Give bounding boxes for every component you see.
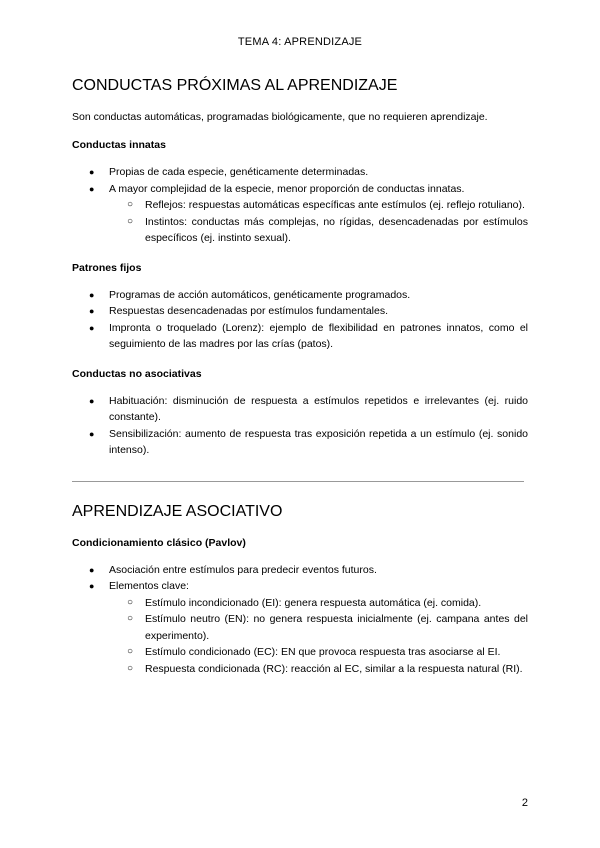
circle-bullet-icon: ○ (127, 662, 134, 674)
circle-bullet-icon: ○ (127, 613, 134, 624)
bullet-icon: ● (89, 167, 95, 177)
sublist-item: ○ Instintos: conductas más complejas, no rígidas, desencadenadas por estímulos específicos (ej. instinto sexual). (127, 215, 528, 244)
sublist-item: ○ Estímulo condicionado (EC): EN que provoca respuesta tras asociarse al EI. (109, 644, 528, 661)
sublist-item: ○ Estímulo incondicionado (EI): genera respuesta automática (ej. comida). (109, 595, 528, 612)
list-item: ● Programas de acción automáticos, genéticamente programados. (72, 287, 528, 304)
sublist-item: ○ Reflejos: respuestas automáticas específicas ante estímulos (ej. reflejo rotuliano). (109, 197, 528, 214)
subheading-no-asociativas: Conductas no asociativas (72, 367, 202, 380)
circle-bullet-icon: ○ (127, 199, 134, 210)
list-item: ● Elementos clave: ○ Estímulo incondicionado (EI): genera respuesta automática (ej. comida). ○ Estímulo neutro (EN): no genera respuesta inicialmente (ej. campana antes del experimento). ○ Estímulo condicionado (EC): EN que provoca respuesta tras asociarse al EI. ○ Respuesta condicionada (RC): reacción al EC, similar a la respuesta natural (RI). (72, 578, 528, 677)
sublist-item: ○ Respuesta condicionada (RC): reacción al EC, similar a la respuesta natural (RI). (109, 661, 528, 678)
bullet-icon: ● (89, 428, 95, 439)
circle-bullet-icon: ○ (127, 215, 134, 227)
list-item: ● A mayor complejidad de la especie, menor proporción de conductas innatas. ○ Reflejos: respuestas automáticas específicas ante estímulos (ej. reflejo rotuliano). ○ Instintos: conductas más complejas, no rígidas, desencadenadas por estímulos específicos (ej. instinto sexual). (72, 181, 528, 247)
document-body (72, 76, 528, 677)
circle-bullet-icon: ○ (127, 646, 134, 657)
clasico-sublist (109, 595, 528, 678)
bullet-icon: ● (89, 564, 95, 575)
bullet-icon: ● (89, 306, 95, 316)
list-item: ● Impronta o troquelado (Lorenz): ejemplo de flexibilidad en patrones innatos, como el seguimiento de las madres por las crías (patos). (89, 321, 528, 350)
section-divider (72, 481, 524, 482)
page-number: 2 (521, 797, 528, 809)
list-item: ● Habituación: disminución de respuesta a estímulos repetidos e irrelevantes (ej. ruido constante). (89, 394, 528, 423)
patrones-list (72, 287, 528, 353)
section-title-aprendizaje-asociativo: APRENDIZAJE ASOCIATIVO (72, 502, 283, 520)
bullet-icon: ● (89, 581, 95, 591)
innatas-sublist (109, 197, 528, 247)
circle-bullet-icon: ○ (127, 596, 134, 608)
bullet-icon: ● (89, 395, 95, 406)
no-asociativas-list (72, 393, 528, 459)
subheading-condicionamiento-clasico: Condicionamiento clásico (Pavlov) (72, 536, 246, 549)
section-intro: Son conductas automáticas, programadas biológicamente, que no requieren aprendizaje. (72, 111, 488, 123)
page-header: TEMA 4: APRENDIZAJE (237, 36, 363, 48)
bullet-icon: ● (89, 183, 95, 194)
subheading-patrones-fijos: Patrones fijos (72, 261, 142, 274)
subheading-conductas-innatas: Conductas innatas (72, 139, 166, 151)
list-item: ● Sensibilización: aumento de respuesta tras exposición repetida a un estímulo (ej. sonido intenso). (89, 427, 528, 456)
bullet-icon: ● (89, 289, 95, 300)
sublist-item: ○ Estímulo neutro (EN): no genera respuesta inicialmente (ej. campana antes del experimento). (127, 613, 528, 642)
innatas-list (72, 164, 528, 247)
list-item: ● Respuestas desencadenadas por estímulos fundamentales. (72, 303, 528, 320)
list-item: ● Propias de cada especie, genéticamente determinadas. (72, 164, 528, 181)
bullet-icon: ● (89, 322, 95, 333)
section-title-conductas-proximas: CONDUCTAS PRÓXIMAS AL APRENDIZAJE (72, 77, 398, 94)
clasico-list (72, 562, 528, 678)
list-item: ● Asociación entre estímulos para predecir eventos futuros. (72, 562, 528, 579)
